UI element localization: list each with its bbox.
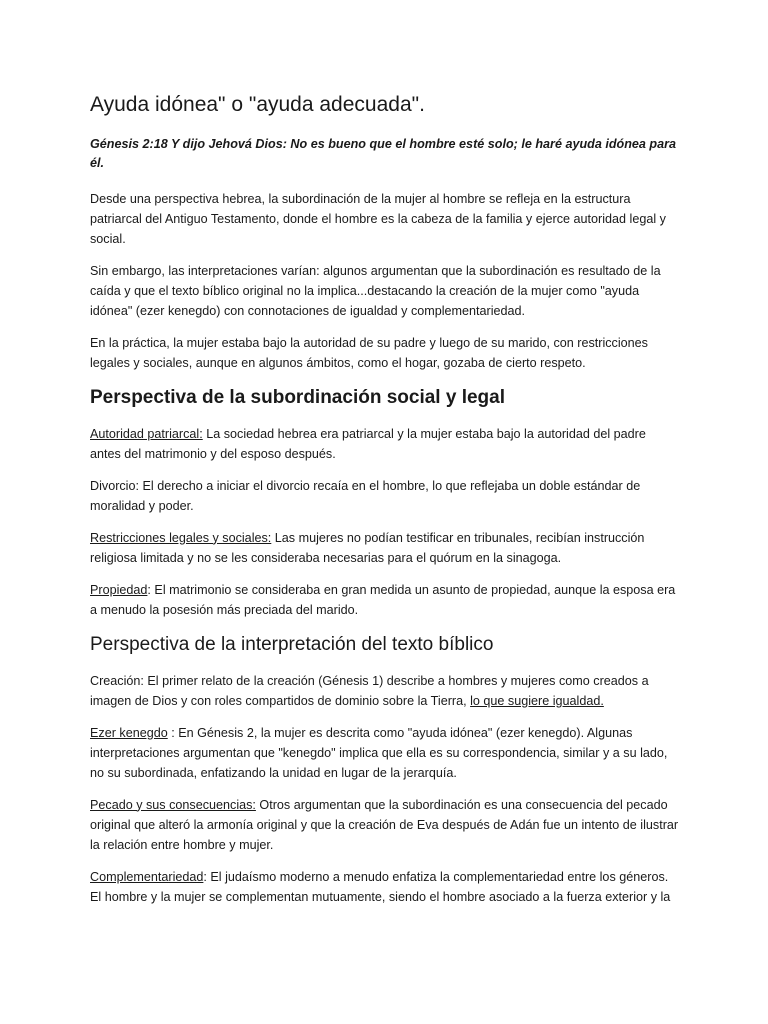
paragraph-creacion <box>90 671 680 711</box>
term-restricciones: Restricciones legales y sociales: <box>90 530 272 545</box>
paragraph-divorcio <box>90 476 680 516</box>
term-pecado: Pecado y sus consecuencias: <box>90 797 256 812</box>
document-page <box>90 92 680 919</box>
term-autoridad-patriarcal: Autoridad patriarcal: <box>90 426 203 441</box>
paragraph-restricciones <box>90 528 680 568</box>
intro-paragraph-2: Sin embargo, las interpretaciones varían: algunos argumentan que la subordinación es resultado de la caída y que el texto bíblico original no la implica...destacando la creación de la mujer como "ayuda idónea" (ezer kenegdo) con connotaciones de igualdad y complementariedad. <box>90 263 661 318</box>
document-title: Ayuda idónea" o "ayuda adecuada". <box>90 93 425 116</box>
paragraph-propiedad <box>90 580 680 620</box>
text-restricciones: Las mujeres no podían testificar en tribunales, recibían instrucción religiosa limitada y no se les consideraba necesarias para el quórum en la sinagoga. <box>90 530 645 565</box>
term-propiedad: Propiedad <box>90 582 148 597</box>
term-divorcio: Divorcio: <box>90 478 139 493</box>
term-complementariedad: Complementariedad <box>90 869 204 884</box>
section-heading-social-legal: Perspectiva de la subordinación social y legal <box>90 386 505 408</box>
text-creacion-underlined: lo que sugiere igualdad. <box>470 693 604 708</box>
text-complementariedad: : El judaísmo moderno a menudo enfatiza la complementariedad entre los géneros. El hombre y la mujer se complementan mutuamente, siendo el hombre asociado a la fuerza exterior y la <box>90 869 671 904</box>
section-heading-interpretation: Perspectiva de la interpretación del texto bíblico <box>90 633 494 655</box>
text-autoridad-patriarcal: La sociedad hebrea era patriarcal y la mujer estaba bajo la autoridad del padre antes del matrimonio y del esposo después. <box>90 426 646 461</box>
text-propiedad: : El matrimonio se consideraba en gran medida un asunto de propiedad, aunque la esposa era a menudo la posesión más preciada del marido. <box>90 582 676 617</box>
term-creacion: Creación: <box>90 673 144 688</box>
paragraph-pecado <box>90 795 680 855</box>
term-ezer-kenegdo: Ezer kenegdo <box>90 725 168 740</box>
paragraph-complementariedad <box>90 867 680 907</box>
text-ezer-kenegdo: : En Génesis 2, la mujer es descrita como "ayuda idónea" (ezer kenegdo). Algunas interpretaciones argumentan que "kenegdo" implica que ella es su correspondencia, similar y a su lado, no su subordinada, enfatizando la unidad en lugar de la jerarquía. <box>90 725 668 780</box>
intro-paragraph-3: En la práctica, la mujer estaba bajo la autoridad de su padre y luego de su marido, con restricciones legales y sociales, aunque en algunos ámbitos, como el hogar, gozaba de cierto respeto. <box>90 335 648 370</box>
paragraph-ezer-kenegdo <box>90 723 680 783</box>
text-pecado: Otros argumentan que la subordinación es una consecuencia del pecado original que alteró la armonía original y que la creación de Eva después de Adán fue un intento de ilustrar la relación entre hombre y mujer. <box>90 797 679 852</box>
paragraph-autoridad-patriarcal <box>90 424 680 464</box>
scripture-quote: Génesis 2:18 Y dijo Jehová Dios: No es bueno que el hombre esté solo; le haré ayuda idónea para él. <box>90 137 677 171</box>
text-creacion: El primer relato de la creación (Génesis 1) describe a hombres y mujeres como creados a imagen de Dios y con roles compartidos de dominio sobre la Tierra, <box>90 673 649 708</box>
text-divorcio: El derecho a iniciar el divorcio recaía en el hombre, lo que reflejaba un doble estándar de moralidad y poder. <box>90 478 641 513</box>
intro-paragraph-1: Desde una perspectiva hebrea, la subordinación de la mujer al hombre se refleja en la estructura patriarcal del Antiguo Testamento, donde el hombre es la cabeza de la familia y ejerce autoridad legal y social. <box>90 191 666 246</box>
